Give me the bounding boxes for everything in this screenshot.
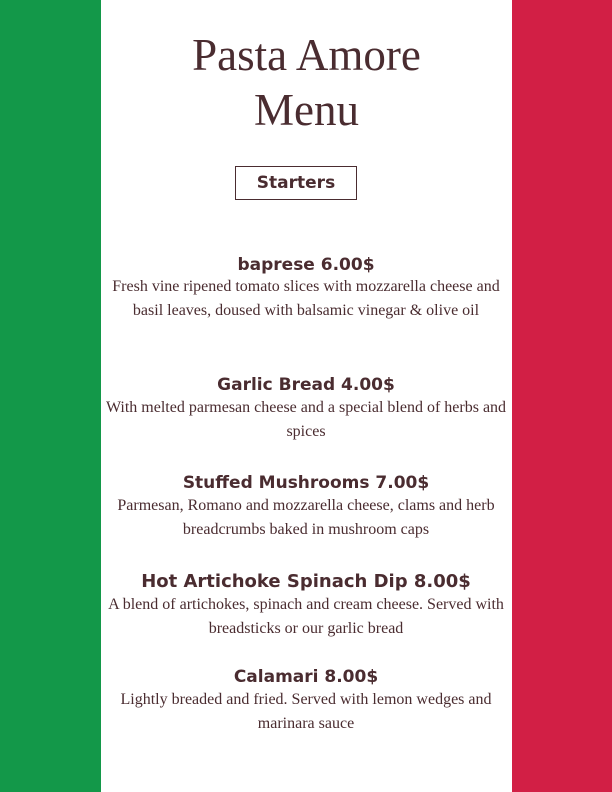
- menu-item-name: Garlic Bread 4.00$: [217, 375, 395, 395]
- menu-item-name: baprese 6.00$: [237, 255, 375, 275]
- menu-item-name: Stuffed Mushrooms 7.00$: [182, 473, 430, 493]
- menu-item-name: Calamari 8.00$: [233, 667, 379, 687]
- menu-item-description: Lightly breaded and fried. Served with lemon wedges and marinara sauce: [120, 691, 492, 732]
- menu-item: [96, 571, 516, 641]
- page-title: [101, 28, 512, 138]
- menu-item-description: With melted parmesan cheese and a special blend of herbs and spices: [105, 399, 507, 440]
- section-heading-starters: [235, 166, 357, 200]
- menu-item-description: Fresh vine ripened tomato slices with mozzarella cheese and basil leaves, doused with balsamic vinegar & olive oil: [112, 278, 500, 319]
- menu-item: [96, 666, 516, 736]
- red-stripe: [512, 0, 612, 792]
- title-line-2: Menu: [254, 85, 359, 135]
- menu-item: [96, 254, 516, 323]
- menu-item: [96, 374, 516, 444]
- green-stripe: [0, 0, 101, 792]
- menu-item: [96, 472, 516, 542]
- title-line-1: Pasta Amore: [192, 30, 421, 80]
- menu-item-name: Hot Artichoke Spinach Dip 8.00$: [141, 571, 471, 592]
- section-label: Starters: [256, 173, 336, 193]
- menu-item-description: A blend of artichokes, spinach and cream cheese. Served with breadsticks or our garlic bread: [108, 596, 504, 637]
- menu-item-description: Parmesan, Romano and mozzarella cheese, clams and herb breadcrumbs baked in mushroom caps: [117, 497, 495, 538]
